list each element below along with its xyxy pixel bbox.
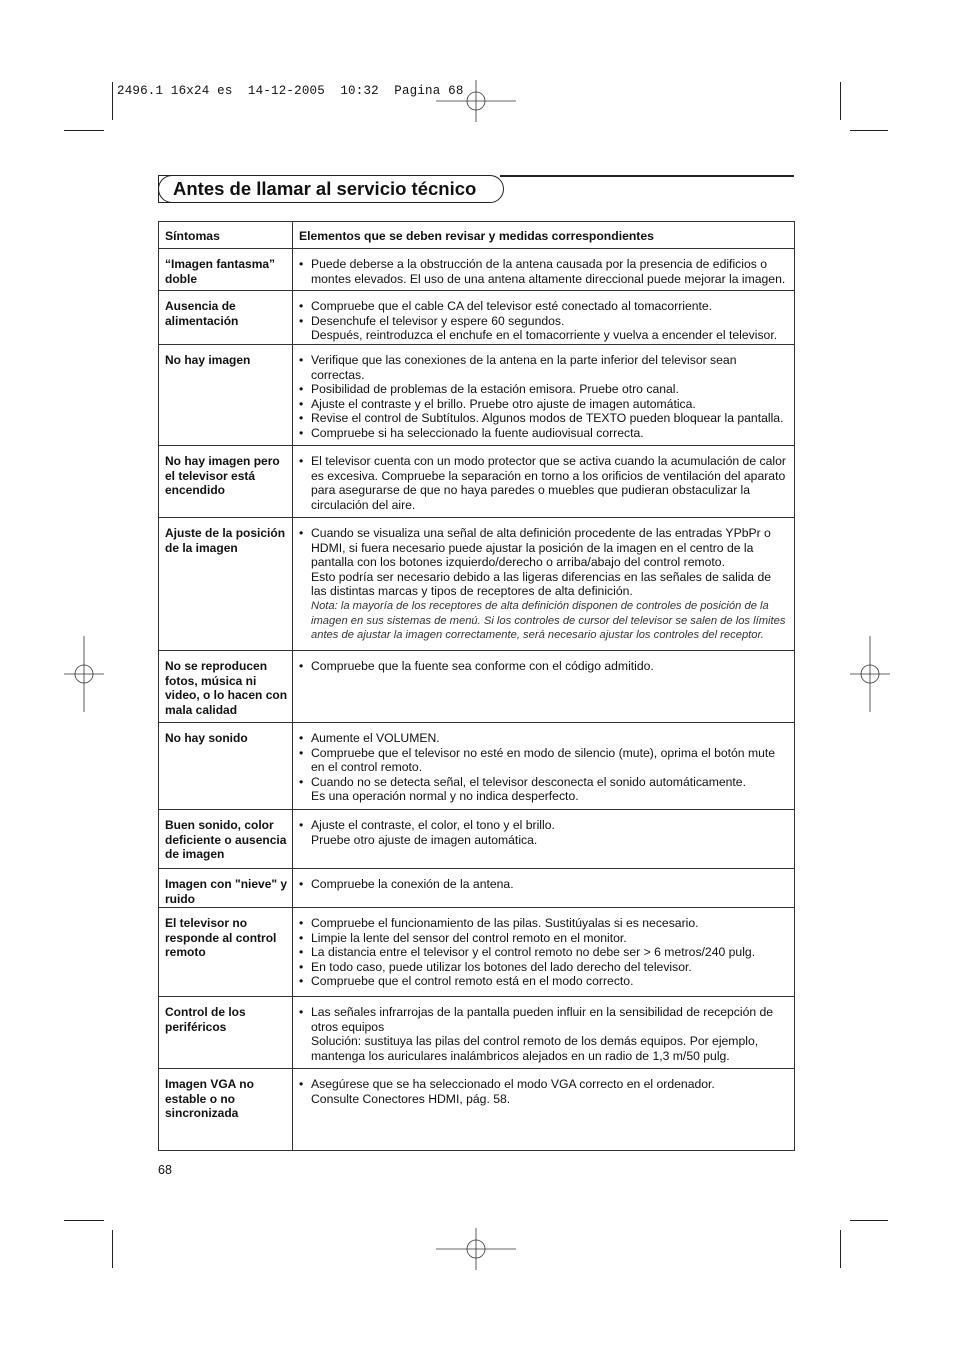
list-item — [297, 931, 788, 946]
checks-header: Elementos que se deben revisar y medidas correspondientes — [293, 222, 795, 249]
table-row — [159, 651, 795, 723]
symptom-text: El televisor no responde al control remoto — [165, 916, 277, 960]
list-item — [297, 426, 788, 441]
table-row — [159, 518, 795, 651]
symptom-text: Imagen con "nieve" y ruido — [165, 877, 288, 906]
crop-mark-top-right-v — [840, 82, 841, 120]
title-rule — [500, 175, 794, 177]
checks-cell — [293, 651, 795, 723]
table-row — [159, 869, 795, 908]
print-header: 2496.1 16x24 es 14-12-2005 10:32 Pagina 68 — [117, 84, 464, 98]
symptom-text: No hay imagen — [165, 353, 251, 367]
checks-cell — [293, 345, 795, 446]
checks-list — [297, 353, 788, 441]
bullet-icon: • — [299, 526, 304, 540]
continuation-text: Es una operación normal y no indica desperfecto. — [311, 789, 579, 804]
registration-mark-bottom-icon — [436, 1228, 516, 1270]
crop-mark-top-right-h — [850, 130, 888, 131]
list-item — [297, 818, 788, 833]
checks-list — [297, 916, 788, 989]
list-item — [297, 1077, 788, 1092]
symptom-cell — [159, 249, 293, 291]
list-item — [297, 314, 788, 329]
continuation-text: Pruebe otro ajuste de imagen automática. — [311, 832, 538, 847]
list-item — [297, 659, 788, 674]
bullet-icon: • — [299, 257, 304, 271]
bullet-icon: • — [299, 425, 304, 440]
table-row — [159, 908, 795, 997]
registration-mark-right-icon — [850, 636, 890, 712]
symptom-text: No hay imagen pero el televisor está encendido — [165, 454, 280, 498]
list-item — [297, 775, 788, 790]
bullet-icon: • — [299, 818, 304, 832]
list-item-text: Revise el control de Subtítulos. Algunos modos de TEXTO pueden bloquear la pantalla. — [311, 411, 784, 426]
crop-mark-top-left-v — [112, 82, 113, 120]
bullet-icon: • — [299, 454, 304, 468]
bullet-icon: • — [299, 411, 304, 426]
list-item-text: Verifique que las conexiones de la antena en la parte inferior del televisor sean correctas. — [311, 353, 737, 382]
registration-mark-left-icon — [64, 636, 104, 712]
title-box — [158, 175, 504, 203]
table-body — [159, 249, 795, 1151]
checks-list — [297, 659, 788, 674]
list-item-text: Compruebe que la fuente sea conforme con el código admitido. — [311, 659, 654, 673]
checks-list — [297, 877, 788, 892]
list-item-text: Ajuste el contraste y el brillo. Pruebe otro ajuste de imagen automática. — [311, 396, 696, 411]
crop-mark-bottom-right-v — [840, 1230, 841, 1268]
bullet-icon: • — [299, 774, 304, 789]
table-row — [159, 810, 795, 869]
continuation-text: Consulte Conectores HDMI, pág. 58. — [311, 1091, 511, 1106]
symptom-cell — [159, 810, 293, 869]
list-item — [297, 353, 788, 382]
list-item-text: Compruebe la conexión de la antena. — [311, 877, 514, 891]
bullet-icon: • — [299, 1005, 304, 1019]
bullet-icon: • — [299, 959, 304, 974]
bullet-icon: • — [299, 945, 304, 960]
symptom-cell — [159, 908, 293, 997]
table-row — [159, 723, 795, 810]
page-number: 68 — [158, 1163, 172, 1177]
symptom-cell — [159, 651, 293, 723]
list-item-text: Compruebe el funcionamiento de las pilas. Sustitúyalas si es necesario. — [311, 916, 699, 930]
bullet-icon: • — [299, 299, 304, 313]
checks-cell — [293, 869, 795, 908]
symptom-cell — [159, 869, 293, 908]
crop-mark-top-left-h — [64, 130, 104, 131]
list-item-text: Compruebe que el cable CA del televisor esté conectado al tomacorriente. — [311, 299, 713, 313]
bullet-icon: • — [299, 1077, 304, 1091]
symptom-text: No hay sonido — [165, 731, 248, 745]
table-row — [159, 446, 795, 518]
crop-mark-bottom-right-h — [850, 1220, 888, 1221]
list-item — [297, 382, 788, 397]
list-item-text: El televisor cuenta con un modo protector que se activa cuando la acumulación de calor es excesiva. Compruebe la separación en torno a los orificios de ventilación del aparato para asegurarse de que no haya paredes o muebles que pudieran obstaculizar la circulación del aire. — [311, 454, 786, 512]
registration-mark-top-icon — [436, 80, 516, 122]
crop-mark-bottom-left-v — [112, 1230, 113, 1268]
checks-list — [297, 257, 788, 286]
bullet-icon: • — [299, 313, 304, 328]
checks-list — [297, 1077, 788, 1092]
symptom-text: Imagen VGA no estable o no sincronizada — [165, 1077, 254, 1121]
checks-list — [297, 299, 788, 328]
symptom-cell — [159, 518, 293, 651]
symptom-text: “Imagen fantasma” doble — [165, 257, 276, 286]
checks-list — [297, 526, 788, 570]
checks-cell — [293, 997, 795, 1069]
bullet-icon: • — [299, 916, 304, 930]
list-item — [297, 411, 788, 426]
symptom-text: Control de los periféricos — [165, 1005, 246, 1034]
continuation-text: Esto podría ser necesario debido a las ligeras diferencias en las señales de salida de las distintas marcas y tipos de receptores de alta definición. — [311, 569, 772, 599]
symptom-text: Buen sonido, color deficiente o ausencia de imagen — [165, 818, 287, 862]
list-item-text: La distancia entre el televisor y el control remoto no debe ser > 6 metros/240 pulg. — [311, 945, 756, 960]
checks-list — [297, 818, 788, 833]
list-item — [297, 916, 788, 931]
symptom-text: Ajuste de la posición de la imagen — [165, 526, 286, 555]
table-header-row — [159, 222, 795, 249]
table-row — [159, 291, 795, 345]
bullet-icon: • — [299, 353, 304, 367]
table-row — [159, 249, 795, 291]
table-row — [159, 997, 795, 1069]
bullet-icon: • — [299, 877, 304, 891]
symptom-text: No se reproducen fotos, música ni video, o lo hacen con mala calidad — [165, 659, 288, 717]
checks-cell — [293, 446, 795, 518]
list-item — [297, 397, 788, 412]
bullet-icon: • — [299, 974, 304, 989]
list-item — [297, 877, 788, 892]
list-item-text: Posibilidad de problemas de la estación emisora. Pruebe otro canal. — [311, 382, 679, 397]
list-item-text: Compruebe que el control remoto está en el modo correcto. — [311, 974, 634, 989]
list-item — [297, 1005, 788, 1034]
continuation-text: Solución: sustituya las pilas del control remoto de los demás equipos. Por ejemplo, mantenga los auriculares inalámbricos alejados en un radio de 1,3 m/50 pulg. — [311, 1034, 759, 1063]
continuation-text: Después, reintroduzca el enchufe en el tomacorriente y vuelva a encender el televisor. — [311, 328, 778, 343]
list-item — [297, 960, 788, 975]
list-item-text: Compruebe que el televisor no esté en modo de silencio (mute), oprima el botón mute en el control remoto. — [311, 745, 776, 775]
bullet-icon: • — [299, 659, 304, 673]
list-item-text: Limpie la lente del sensor del control remoto en el monitor. — [311, 930, 627, 945]
checks-list — [297, 1005, 788, 1034]
list-item-text: Ajuste el contraste, el color, el tono y el brillo. — [311, 818, 555, 832]
checks-cell — [293, 1069, 795, 1151]
list-item-text: Puede deberse a la obstrucción de la antena causada por la presencia de edificios o montes elevados. El uso de una antena altamente direccional puede mejorar la imagen. — [311, 257, 786, 286]
bullet-icon: • — [299, 382, 304, 397]
symptom-cell — [159, 997, 293, 1069]
list-item — [297, 746, 788, 775]
page-title: Antes de llamar al servicio técnico — [173, 178, 477, 199]
bullet-icon: • — [299, 930, 304, 945]
note-text: Nota: la mayoría de los receptores de alta definición disponen de controles de posición de la imagen en sus sistemas de menú. Si los controles de cursor del televisor se salen de los límites antes de ajustar la imagen correctamente, será necesario ajustar los controles del receptor. — [311, 599, 786, 642]
checks-list — [297, 731, 788, 789]
list-item — [297, 526, 788, 570]
symptom-cell — [159, 446, 293, 518]
bullet-icon: • — [299, 731, 304, 745]
list-item-text: Cuando no se detecta señal, el televisor desconecta el sonido automáticamente. — [311, 774, 746, 789]
list-item-text: En todo caso, puede utilizar los botones del lado derecho del televisor. — [311, 959, 692, 974]
list-item-text: Asegúrese que se ha seleccionado el modo VGA correcto en el ordenador. — [311, 1077, 715, 1091]
list-item-text: Cuando se visualiza una señal de alta definición procedente de las entradas YPbPr o HDMI, si fuera necesario puede ajustar la posición de la imagen en el centro de la pantalla con los botones izquierdo/derecho o arriba/abajo del control remoto. — [311, 526, 771, 570]
list-item — [297, 945, 788, 960]
checks-cell — [293, 518, 795, 651]
checks-cell — [293, 810, 795, 869]
list-item — [297, 299, 788, 314]
symptom-text: Ausencia de alimentación — [165, 299, 239, 328]
troubleshooting-table — [158, 221, 795, 1151]
bullet-icon: • — [299, 396, 304, 411]
list-item — [297, 974, 788, 989]
checks-cell — [293, 249, 795, 291]
list-item — [297, 731, 788, 746]
checks-list — [297, 454, 788, 512]
list-item-text: Las señales infrarrojas de la pantalla pueden influir en la sensibilidad de recepción de otros equipos — [311, 1005, 774, 1034]
bullet-icon: • — [299, 745, 304, 760]
list-item — [297, 454, 788, 512]
checks-cell — [293, 723, 795, 810]
symptom-cell — [159, 1069, 293, 1151]
symptoms-header: Síntomas — [159, 222, 293, 249]
list-item-text: Aumente el VOLUMEN. — [311, 731, 440, 745]
list-item — [297, 257, 788, 286]
table-row — [159, 1069, 795, 1151]
list-item-text: Desenchufe el televisor y espere 60 segundos. — [311, 313, 565, 328]
table-row — [159, 345, 795, 446]
checks-cell — [293, 908, 795, 997]
symptom-cell — [159, 723, 293, 810]
symptom-cell — [159, 291, 293, 345]
symptom-cell — [159, 345, 293, 446]
checks-cell — [293, 291, 795, 345]
list-item-text: Compruebe si ha seleccionado la fuente audiovisual correcta. — [311, 425, 644, 440]
crop-mark-bottom-left-h — [64, 1220, 104, 1221]
